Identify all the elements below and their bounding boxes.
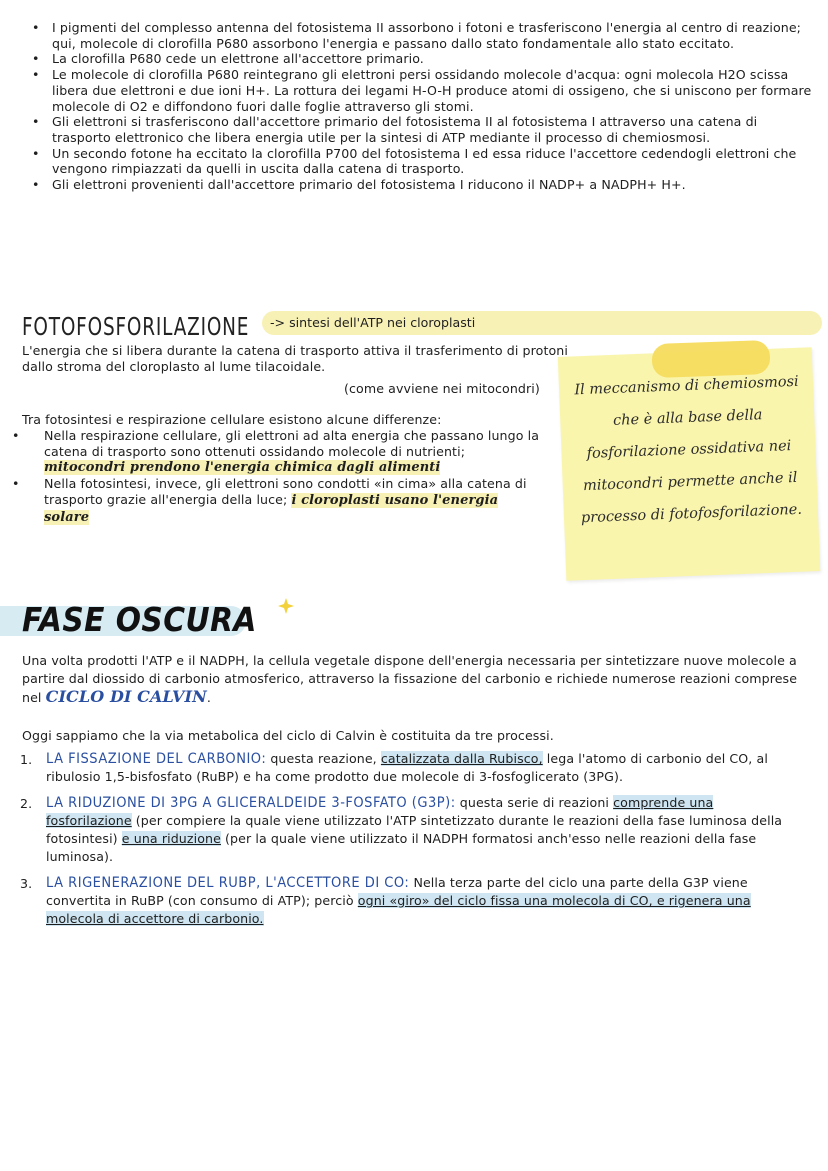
process-text [46, 874, 800, 928]
list-item [20, 794, 800, 866]
highlighted-text: i cloroplasti usano l'energia solare [44, 492, 499, 525]
item-number: 3. [20, 876, 33, 891]
list-item [12, 476, 542, 525]
paragraph-text: Una volta prodotti l'ATP e il NADPH, la cellula vegetale dispone dell'energia necessaria per sintetizzare nuove molecole a partire dal diossido di carbonio atmosferico, attraverso la fissazione del carbonio e richiede numerose reazioni comprese nel [22, 653, 798, 705]
highlighted-text: mitocondri prendono l'energia chimica dagli alimenti [44, 460, 441, 476]
process-text [46, 750, 800, 786]
underlined-text: comprende una fosforilazione [46, 795, 714, 828]
list-item: • Gli elettroni provenienti dall'accettore primario del fotosistema I riducono il NADP+ a NADPH+ H+. [22, 177, 812, 193]
list-item: • Un secondo fotone ha eccitato la clorofilla P700 del fotosistema I ed essa riduce l'accettore cedendogli elettroni che vengono rimpiazzati da quelli in uscita dalla catena di trasporto. [22, 146, 812, 177]
paragraph: L'energia che si libera durante la catena di trasporto attiva il trasferimento di protoni dallo stroma del cloroplasto al lume tilacoidale. [22, 343, 568, 374]
list-item [20, 874, 800, 928]
process-title: LA RIGENERAZIONE DEL RUBP, L'ACCETTORE DI CO: [46, 875, 410, 891]
differences-list [12, 428, 542, 525]
list-item [12, 428, 542, 476]
section-title-fase-oscura: FASE OSCURA [22, 600, 257, 639]
list-item-text: Nella respirazione cellulare, gli elettroni ad alta energia che passano lungo la catena di trasporto sono ottenuti ossidando molecole di nutrienti; [44, 428, 540, 459]
photosystem-steps-list [22, 20, 812, 193]
paragraph: Tra fotosintesi e respirazione cellulare esistono alcune differenze: [22, 412, 442, 427]
calvin-cycle-term: CICLO DI CALVIN [45, 687, 207, 706]
list-item: • Le molecole di clorofilla P680 reintegrano gli elettroni persi ossidando molecole d'acqua: ogni molecola H2O scissa libera due elettroni e due ioni H+. La rottura dei legami H-O-H produce atomi di ossigeno, che si uniscono per formare molecole di O2 e diffondono fuori dalle foglie attraverso gli stomi. [22, 67, 812, 114]
sticky-note-text: Il meccanismo di chemiosmosi che è alla base della fosforilazione ossidativa nei mitocondri permette anche il processo di fotofosforilazione. [574, 373, 803, 527]
item-number: 2. [20, 796, 33, 811]
list-item: • I pigmenti del complesso antenna del fotosistema II assorbono i fotoni e trasferiscono l'energia al centro di reazione; qui, molecole di clorofilla P680 assorbono l'energia e passano dallo stato fondamentale allo stato eccitato. [22, 20, 812, 51]
paragraph-aside: (come avviene nei mitocondri) [344, 381, 540, 396]
process-body: questa serie di reazioni [459, 795, 610, 810]
list-item [20, 750, 800, 786]
process-title: LA FISSAZIONE DEL CARBONIO: [46, 751, 267, 767]
process-body: lega l'atomo di carbonio del CO, al ribulosio 1,5-bisfosfato (RuBP) e ha come prodotto due molecole di 3-fosfoglicerato (3PG). [46, 751, 768, 784]
process-body: questa reazione, [270, 751, 377, 766]
moon-star-icon [272, 596, 324, 644]
process-title: LA RIDUZIONE DI 3PG A GLICERALDEIDE 3-FOSFATO (G3P): [46, 795, 456, 811]
list-item: • Gli elettroni si trasferiscono dall'accettore primario del fotosistema II al fotosistema I attraverso una catena di trasporto elettronico che libera energia utile per la sintesi di ATP mediante il processo di chemiosmosi. [22, 114, 812, 145]
underlined-text: catalizzata dalla Rubisco, [380, 751, 543, 766]
item-number: 1. [20, 752, 33, 767]
process-body: Nella terza parte del ciclo una parte della G3P viene convertita in RuBP (con consumo di ATP); perciò [46, 875, 748, 908]
underlined-text: ogni «giro» del ciclo fissa una molecola di CO, e rigenera una molecola di accettore di carbonio. [46, 893, 751, 926]
process-body: (per la quale viene utilizzato il NADPH formatosi anch'esso nelle reazioni della fase luminosa). [46, 831, 757, 864]
process-text [46, 794, 800, 866]
section-subtitle: -> sintesi dell'ATP nei cloroplasti [270, 315, 476, 330]
section-title-fotofosforilazione: FOTOFOSFORILAZIONE [22, 312, 250, 341]
calvin-process-list [20, 750, 800, 936]
list-item-text: Nella fotosintesi, invece, gli elettroni sono condotti «in cima» alla catena di trasporto grazie all'energia della luce; [44, 476, 527, 507]
paragraph: Oggi sappiamo che la via metabolica del ciclo di Calvin è costituita da tre processi. [22, 728, 554, 743]
paragraph: Una volta prodotti l'ATP e il NADPH, la cellula vegetale dispone dell'energia necessaria per sintetizzare nuove molecole a partire dal diossido di carbonio atmosferico, attraverso la fissazione del carbonio e richiede numerose reazioni comprese nel CICLO DI CALVIN. [22, 653, 798, 706]
process-body: (per compiere la quale viene utilizzato l'ATP sintetizzato durante le reazioni della fase luminosa della fotosintesi) [46, 813, 783, 846]
list-item: • La clorofilla P680 cede un elettrone all'accettore primario. [22, 51, 812, 67]
underlined-text: e una riduzione [121, 831, 221, 846]
